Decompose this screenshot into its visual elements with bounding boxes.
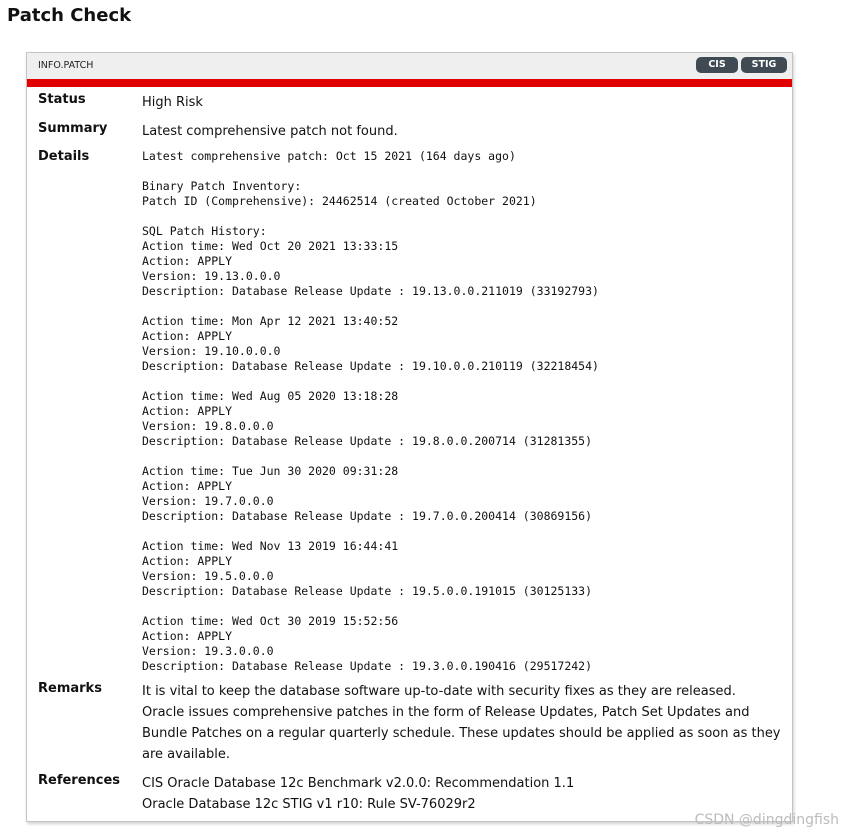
remarks-line: Bundle Patches on a regular quarterly schedule. These updates should be applied as soon as they bbox=[142, 726, 781, 741]
history-version: Version: 19.7.0.0.0 bbox=[142, 494, 274, 508]
finding-id: INFO.PATCH bbox=[38, 60, 94, 71]
history-description: Description: Database Release Update : 19.7.0.0.200414 (30869156) bbox=[142, 509, 593, 523]
references-value bbox=[142, 773, 782, 815]
inventory-line: Patch ID (Comprehensive): 24462514 (created October 2021) bbox=[142, 194, 537, 208]
reference-item: CIS Oracle Database 12c Benchmark v2.0.0: Recommendation 1.1 bbox=[142, 776, 575, 791]
history-version: Version: 19.3.0.0.0 bbox=[142, 644, 274, 658]
remarks-line: Oracle issues comprehensive patches in the form of Release Updates, Patch Set Updates and bbox=[142, 705, 750, 720]
status-value: High Risk bbox=[142, 95, 203, 110]
history-time: Action time: Wed Oct 30 2019 15:52:56 bbox=[142, 614, 399, 628]
history-description: Description: Database Release Update : 19.10.0.0.210119 (32218454) bbox=[142, 359, 599, 373]
remarks-line: It is vital to keep the database software up-to-date with security fixes as they are released. bbox=[142, 684, 736, 699]
history-action: Action: APPLY bbox=[142, 479, 233, 493]
details-value bbox=[142, 149, 782, 674]
status-label: Status bbox=[38, 92, 86, 107]
card-header bbox=[27, 53, 792, 79]
history-heading: SQL Patch History: bbox=[142, 224, 267, 238]
patch-history-list bbox=[142, 239, 782, 674]
history-description: Description: Database Release Update : 19.13.0.0.211019 (33192793) bbox=[142, 284, 599, 298]
inventory-heading: Binary Patch Inventory: bbox=[142, 179, 302, 193]
history-action: Action: APPLY bbox=[142, 254, 233, 268]
history-description: Description: Database Release Update : 19.5.0.0.191015 (30125133) bbox=[142, 584, 593, 598]
cis-badge[interactable]: CIS bbox=[696, 57, 738, 73]
stig-badge[interactable]: STIG bbox=[741, 57, 787, 73]
references-label: References bbox=[38, 773, 121, 788]
page-title: Patch Check bbox=[7, 5, 132, 26]
history-description: Description: Database Release Update : 19.3.0.0.190416 (29517242) bbox=[142, 659, 593, 673]
summary-value: Latest comprehensive patch not found. bbox=[142, 124, 398, 139]
history-action: Action: APPLY bbox=[142, 629, 233, 643]
summary-label: Summary bbox=[38, 121, 108, 136]
details-label: Details bbox=[38, 149, 90, 164]
reference-item: Oracle Database 12c STIG v1 r10: Rule SV-76029r2 bbox=[142, 797, 476, 812]
latest-patch-line: Latest comprehensive patch: Oct 15 2021 (164 days ago) bbox=[142, 149, 516, 163]
history-time: Action time: Tue Jun 30 2020 09:31:28 bbox=[142, 464, 399, 478]
history-version: Version: 19.8.0.0.0 bbox=[142, 419, 274, 433]
history-action: Action: APPLY bbox=[142, 329, 233, 343]
history-action: Action: APPLY bbox=[142, 404, 233, 418]
history-version: Version: 19.5.0.0.0 bbox=[142, 569, 274, 583]
badge-group bbox=[696, 57, 787, 73]
remarks-value bbox=[142, 681, 782, 765]
history-time: Action time: Wed Aug 05 2020 13:18:28 bbox=[142, 389, 399, 403]
history-version: Version: 19.10.0.0.0 bbox=[142, 344, 281, 358]
history-description: Description: Database Release Update : 19.8.0.0.200714 (31281355) bbox=[142, 434, 593, 448]
history-action: Action: APPLY bbox=[142, 554, 233, 568]
history-time: Action time: Wed Nov 13 2019 16:44:41 bbox=[142, 539, 399, 553]
history-time: Action time: Mon Apr 12 2021 13:40:52 bbox=[142, 314, 399, 328]
remarks-line: are available. bbox=[142, 747, 230, 762]
history-time: Action time: Wed Oct 20 2021 13:33:15 bbox=[142, 239, 399, 253]
finding-card bbox=[26, 52, 793, 822]
watermark: CSDN @dingdingfish bbox=[694, 812, 839, 828]
remarks-label: Remarks bbox=[38, 681, 102, 696]
risk-level-bar bbox=[27, 79, 792, 87]
history-version: Version: 19.13.0.0.0 bbox=[142, 269, 281, 283]
